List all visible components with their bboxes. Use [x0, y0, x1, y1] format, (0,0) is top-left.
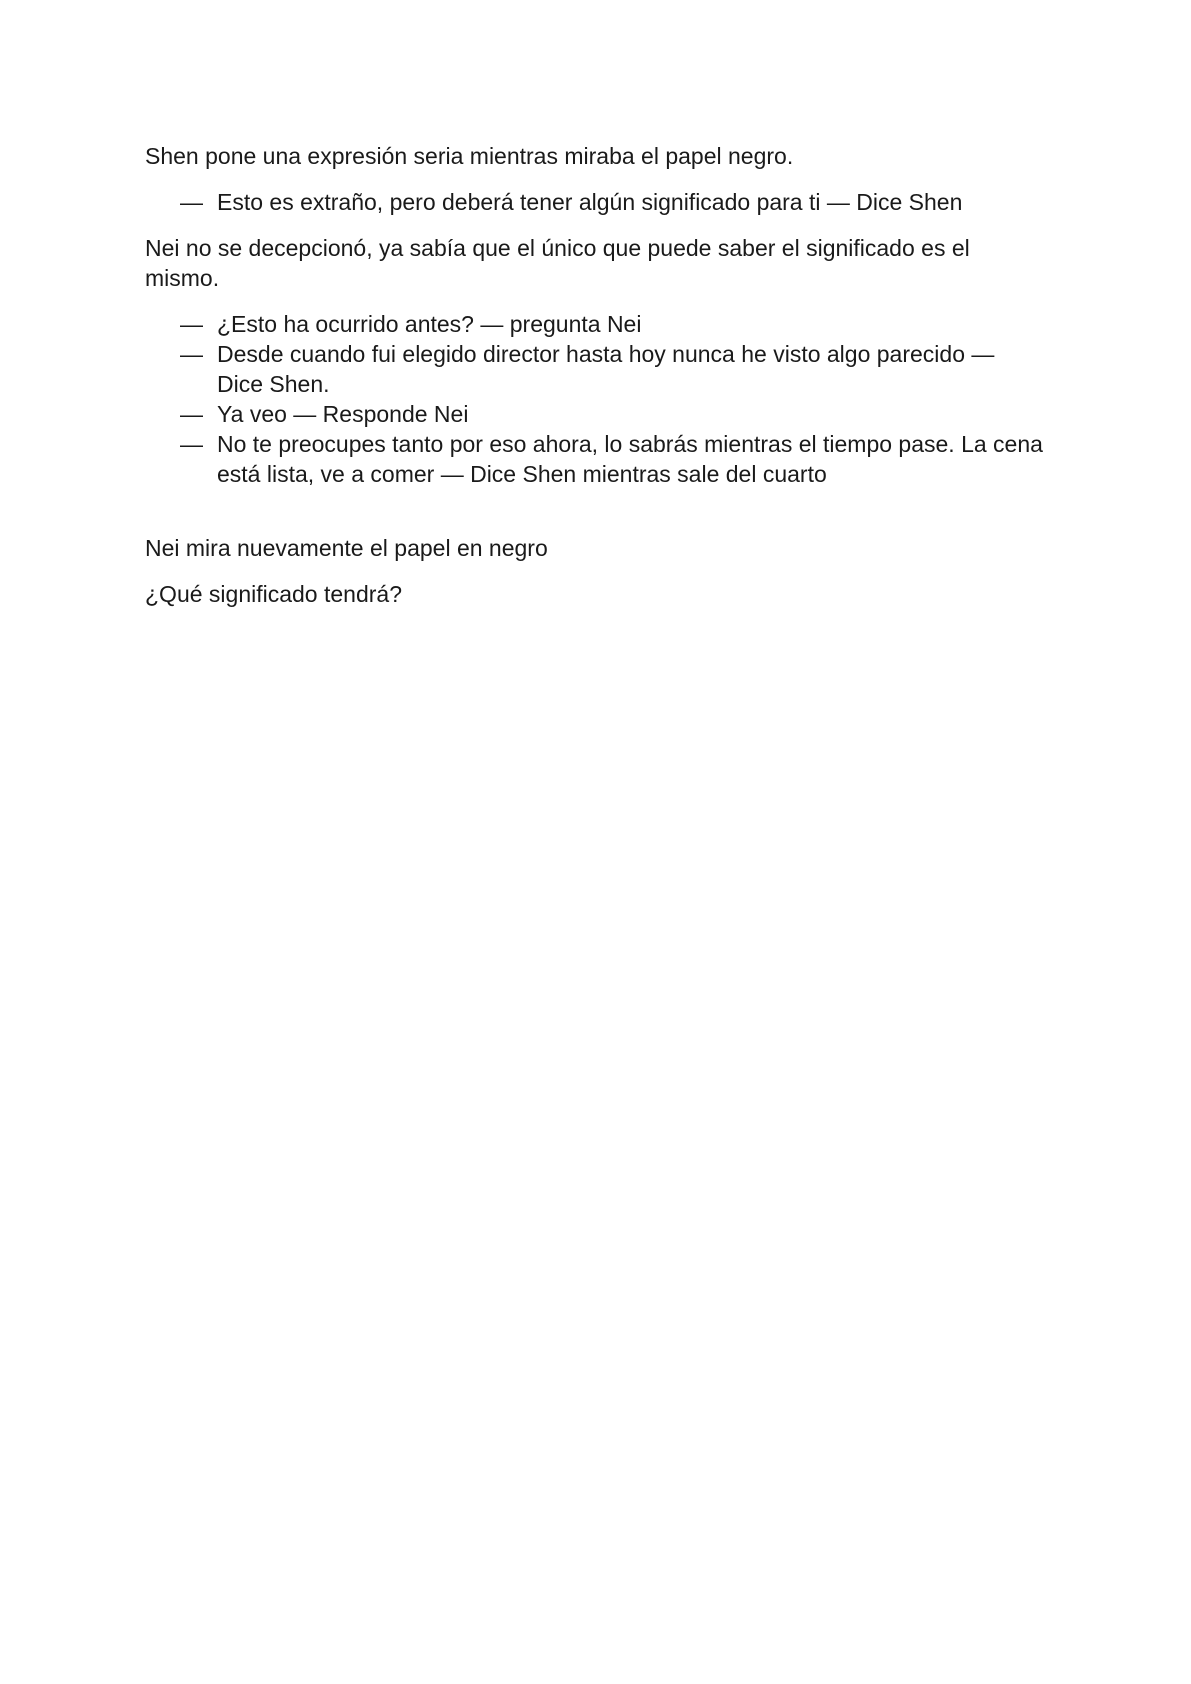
dialogue-text: Esto es extraño, pero deberá tener algún significado para ti — Dice Shen: [217, 189, 963, 215]
dialogue-dash: —: [180, 401, 203, 427]
dialogue-line: [145, 339, 1045, 399]
dialogue-line: [145, 187, 1045, 217]
dialogue-text: Desde cuando fui elegido director hasta hoy nunca he visto algo parecido — Dice Shen.: [217, 341, 995, 397]
paragraph: Shen pone una expresión seria mientras miraba el papel negro.: [145, 143, 794, 169]
dialogue-line: [145, 309, 1045, 339]
paragraph: ¿Qué significado tendrá?: [145, 581, 402, 607]
dialogue-line: [145, 429, 1045, 489]
dialogue-text: Ya veo — Responde Nei: [217, 401, 469, 427]
dialogue-list: [145, 309, 1045, 489]
dialogue-list: [145, 187, 1045, 217]
blank-line: [145, 505, 1045, 533]
paragraph: Nei no se decepcionó, ya sabía que el único que puede saber el significado es el mismo.: [145, 235, 970, 291]
document-body: [145, 141, 1045, 625]
dialogue-line: [145, 399, 1045, 429]
dialogue-dash: —: [180, 311, 203, 337]
dialogue-dash: —: [180, 189, 203, 215]
dialogue-dash: —: [180, 431, 203, 457]
paragraph: Nei mira nuevamente el papel en negro: [145, 535, 548, 561]
dialogue-text: ¿Esto ha ocurrido antes? — pregunta Nei: [217, 311, 642, 337]
dialogue-dash: —: [180, 341, 203, 367]
dialogue-text: No te preocupes tanto por eso ahora, lo sabrás mientras el tiempo pase. La cena está lista, ve a comer — Dice Shen mientras sale del cuarto: [217, 431, 1043, 487]
